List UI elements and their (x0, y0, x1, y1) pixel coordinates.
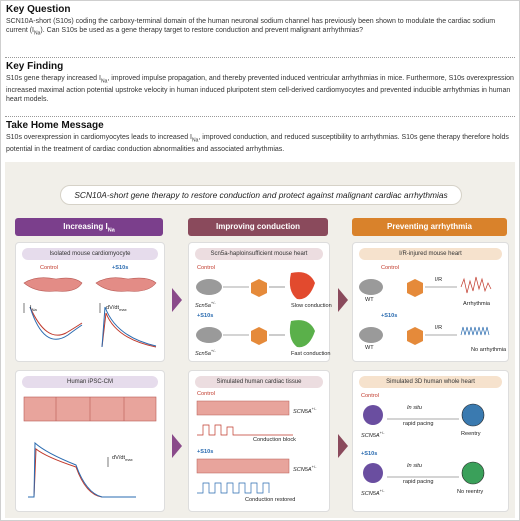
conduction-restored-label: Conduction restored (245, 497, 296, 503)
key-finding-section (6, 61, 514, 104)
no-reentry-label: No reentry (457, 489, 484, 495)
control-label: Control (381, 265, 400, 271)
dvdt-label: $dV/dt_{max}$ (106, 305, 127, 313)
genotype-label: SCN5A+/- (361, 488, 385, 497)
panel-scn5a-mouse-heart (188, 242, 330, 362)
key-question-heading: Key Question (6, 4, 71, 15)
panel-ir-mouse-heart (352, 242, 509, 362)
key-question-section (6, 4, 514, 38)
s10s-label: +S10s (361, 451, 378, 457)
s10s-label: +S10s (112, 265, 129, 271)
column-header-preventing-arrhythmia: Preventing arrhythmia (352, 218, 507, 236)
ina-label: $I_{Na}$ (30, 305, 37, 313)
control-label: Control (197, 265, 216, 271)
panel-ipsc-cm (15, 370, 165, 512)
panel-title: Scn5a-haploinsufficient mouse heart (195, 248, 323, 260)
panel-title: Isolated mouse cardiomyocyte (22, 248, 158, 260)
panel-title: Human iPSC-CM (22, 376, 158, 388)
slow-conduction-label: Slow conduction (291, 303, 332, 309)
arrow-icon (172, 288, 182, 312)
panel-title: I/R-injured mouse heart (359, 248, 502, 260)
arrhythmia-label: Arrhythmia (463, 301, 491, 307)
panel-title: Simulated 3D human whole heart (359, 376, 502, 388)
arrow-icon (338, 434, 348, 458)
genotype-label: SCN5A+/- (361, 430, 385, 439)
arrow-icon (338, 288, 348, 312)
panel-title: Simulated human cardiac tissue (195, 376, 323, 388)
pacing-label: rapid pacing (403, 421, 434, 427)
pacing-label: In situ (407, 463, 422, 469)
genotype-label: Scn5a+/- (195, 348, 216, 357)
summary-graphic (5, 162, 515, 518)
genotype-label: SCN5A+/- (293, 464, 317, 473)
control-label: Control (40, 265, 59, 271)
panel-simulated-whole-heart (352, 370, 509, 512)
reentry-label: Reentry (461, 431, 481, 437)
divider (5, 116, 515, 117)
dvdt-label: $dV/dt_{max}$ (112, 455, 133, 463)
divider (5, 57, 515, 58)
control-label: Control (197, 391, 216, 397)
ir-label: I/R (435, 325, 443, 331)
s10s-label: +S10s (197, 449, 214, 455)
conduction-block-label: Conduction block (253, 437, 296, 443)
take-home-text: S10s overexpression in cardiomyocytes leads to increased $I_{Na}$, improved conduction, and reduced susceptibility to arrhythmias. S10s gene therapy therefore holds potential in the treatment of cardiac conduction abnormalities and associated arrhythmias. (6, 134, 509, 154)
column-header-improving-conduction: Improving conduction (188, 218, 328, 236)
pacing-label: In situ (407, 405, 422, 411)
cardiomyocyte-illustration (16, 243, 164, 361)
ipsc-illustration (16, 371, 164, 511)
arrow-icon (172, 434, 182, 458)
genotype-label: SCN5A+/- (293, 406, 317, 415)
pacing-label: rapid pacing (403, 479, 434, 485)
no-arrhythmia-label: No arrhythmia (471, 347, 507, 353)
column-header-increasing-ina: Increasing $I_{Na}$ (15, 218, 163, 236)
graphic-title: SCN10A-short gene therapy to restore conduction and protect against malignant cardiac arrhythmias (60, 185, 462, 205)
ir-label: I/R (435, 277, 443, 283)
key-question-text: SCN10A-short (S10s) coding the carboxy-terminal domain of the human neuronal sodium channel has previously been shown to modulate the cardiac sodium current $(I_{Na})$. Can S10s be used as a gene therapy target to restore conduction and prevent malignant arrhythmias? (6, 18, 496, 37)
panel-simulated-tissue (188, 370, 330, 512)
genotype-label: Scn5a+/- (195, 300, 216, 309)
panel-mouse-cardiomyocyte (15, 242, 165, 362)
wt-label: WT (365, 297, 374, 303)
take-home-heading: Take Home Message (6, 120, 104, 131)
s10s-label: +S10s (197, 313, 214, 319)
s10s-label: +S10s (381, 313, 398, 319)
fast-conduction-label: Fast conduction (291, 351, 331, 357)
wt-label: WT (365, 345, 374, 351)
take-home-section (6, 120, 514, 154)
control-label: Control (361, 393, 380, 399)
key-finding-heading: Key Finding (6, 61, 64, 72)
key-finding-text: S10s gene therapy increased $I_{Na}$, improved impulse propagation, and thereby prevented induced ventricular arrhythmias in mice. Furthermore, S10s overexpression increased maximal action potential upstroke velocity in human induced pluripotent stem cell-derived cardiomyocytes and prevented inducible arrhythmias in human heart models. (6, 75, 514, 104)
